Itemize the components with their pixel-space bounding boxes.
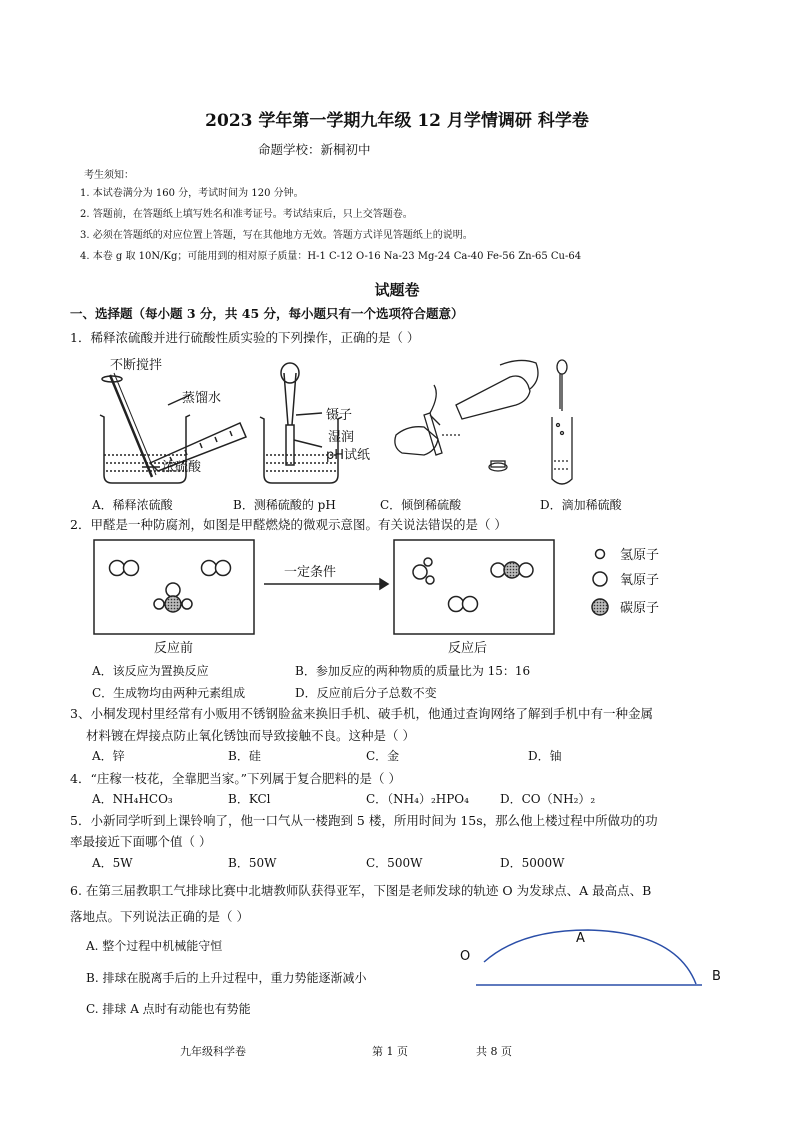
- q6-stem-continued: 落地点。下列说法正确的是（ ）: [70, 909, 249, 924]
- q3-stem-continued: 材料镀在焊接点防止氧化锈蚀而导致接触不良。这种是（ ）: [86, 728, 415, 743]
- q4-option-d: D．CO（NH₂）₂: [500, 792, 596, 806]
- legend-oxygen: 氧原子: [620, 573, 660, 588]
- q5-option-d: D．5000W: [500, 856, 565, 870]
- label-stir: 不断搅拌: [110, 358, 163, 373]
- q3-stem: 3、小桐发现村里经常有小贩用不锈钢脸盆来换旧手机、破手机，他通过查询网络了解到手机中有一种金属: [70, 706, 653, 721]
- footer-subject: 九年级科学卷: [180, 1045, 246, 1058]
- q1-option-c: C．倾倒稀硫酸: [380, 498, 462, 512]
- label-tweezers: 镊子: [326, 408, 353, 423]
- q2-stem: 2．甲醛是一种防腐剂，如图是甲醛燃烧的微观示意图。有关说法错误的是（ ）: [70, 517, 507, 532]
- legend-hydrogen: 氢原子: [620, 548, 660, 563]
- page-title: 2023 学年第一学期九年级 12 月学情调研 科学卷: [205, 111, 589, 131]
- q5-option-a: A．5W: [92, 856, 133, 870]
- legend-carbon: 碳原子: [620, 601, 660, 616]
- point-b: B: [712, 969, 721, 984]
- notice-heading: 考生须知：: [84, 170, 134, 181]
- footer-page-total: 共 8 页: [476, 1045, 512, 1058]
- legend-oxygen-icon: [593, 572, 607, 586]
- label-acid: 浓硫酸: [162, 460, 202, 475]
- q6-option-b: B. 排球在脱离手后的上升过程中，重力势能逐渐减小: [86, 971, 367, 985]
- before-label: 反应前: [154, 641, 194, 656]
- after-molecules: [413, 558, 533, 612]
- q2-option-b: B．参加反应的两种物质的质量比为 15：16: [295, 664, 531, 678]
- arrow-label: 一定条件: [284, 565, 337, 580]
- before-molecules: [110, 561, 231, 613]
- q2-reaction-figure: [92, 538, 682, 658]
- q6-stem: 6. 在第三届教职工气排球比赛中北塘教师队获得亚军，下图是老师发球的轨迹 O 为发球点、A 最高点、B: [70, 883, 652, 898]
- label-water: 蒸馏水: [182, 391, 222, 406]
- point-o: O: [460, 949, 471, 964]
- q5-option-c: C．500W: [366, 856, 423, 870]
- notice-item-2: 2. 答题前，在答题纸上填写姓名和准考证号。考试结束后，只上交答题卷。: [80, 209, 413, 220]
- pouring-c: [395, 360, 538, 471]
- q3-option-c: C．金: [366, 749, 400, 763]
- q3-option-d: D．铀: [528, 749, 562, 763]
- section-title: 试题卷: [374, 281, 420, 299]
- label-ph-paper: pH试纸: [326, 448, 371, 463]
- legend-hydrogen-icon: [596, 550, 605, 559]
- after-label: 反应后: [448, 641, 488, 656]
- q4-option-c: C．（NH₄）₂HPO₄: [366, 792, 469, 806]
- q5-stem: 5．小新同学听到上课铃响了，他一口气从一楼跑到 5 楼，所用时间为 15s，那么他上楼过程中所做功的功: [70, 813, 658, 828]
- notice-item-1: 1. 本试卷满分为 160 分，考试时间为 120 分钟。: [80, 188, 304, 199]
- part-one-heading: 一、选择题（每小题 3 分，共 45 分，每小题只有一个选项符合题意）: [70, 306, 464, 321]
- school-line: 命题学校：新桐初中: [258, 142, 371, 157]
- ball-trajectory: [484, 930, 696, 984]
- label-wet: 湿润: [328, 430, 355, 445]
- q6-trajectory-figure: [456, 922, 726, 997]
- q1-option-b: B．测稀硫酸的 pH: [233, 498, 336, 512]
- q1-option-d: D．滴加稀硫酸: [540, 498, 622, 512]
- after-box: [394, 540, 554, 634]
- q6-option-c: C. 排球 A 点时有动能也有势能: [86, 1002, 251, 1016]
- legend-carbon-icon: [592, 599, 608, 615]
- q2-option-a: A．该反应为置换反应: [92, 664, 209, 678]
- q6-option-a: A. 整个过程中机械能守恒: [86, 939, 223, 953]
- beaker-b: [260, 363, 342, 483]
- q2-option-d: D．反应前后分子总数不变: [295, 686, 437, 700]
- legend: [592, 550, 608, 616]
- point-a: A: [576, 931, 585, 946]
- q4-option-b: B．KCl: [228, 792, 271, 806]
- reaction-arrow: [264, 579, 388, 589]
- notice-item-3: 3. 必须在答题纸的对应位置上答题，写在其他地方无效。答题方式详见答题纸上的说明。: [80, 230, 473, 241]
- q2-option-c: C．生成物均由两种元素组成: [92, 686, 246, 700]
- q1-option-a: A．稀释浓硫酸: [92, 498, 173, 512]
- q1-apparatus-figure: [90, 355, 590, 490]
- footer-page-number: 第 1 页: [372, 1045, 408, 1058]
- q3-option-b: B．硅: [228, 749, 261, 763]
- q5-option-b: B．50W: [228, 856, 277, 870]
- q5-stem-continued: 率最接近下面哪个值（ ）: [70, 834, 212, 849]
- dropper-d: [552, 360, 572, 484]
- q3-option-a: A．锌: [92, 749, 125, 763]
- q1-stem: 1．稀释浓硫酸并进行硫酸性质实验的下列操作，正确的是（ ）: [70, 330, 420, 345]
- q4-stem: 4．“庄稼一枝花，全靠肥当家。”下列属于复合肥料的是（ ）: [70, 771, 401, 786]
- notice-item-4: 4. 本卷 g 取 10N/Kg；可能用到的相对原子质量：H-1 C-12 O-16 Na-23 Mg-24 Ca-40 Fe-56 Zn-65 Cu-64: [80, 251, 582, 262]
- q4-option-a: A．NH₄HCO₃: [92, 792, 173, 806]
